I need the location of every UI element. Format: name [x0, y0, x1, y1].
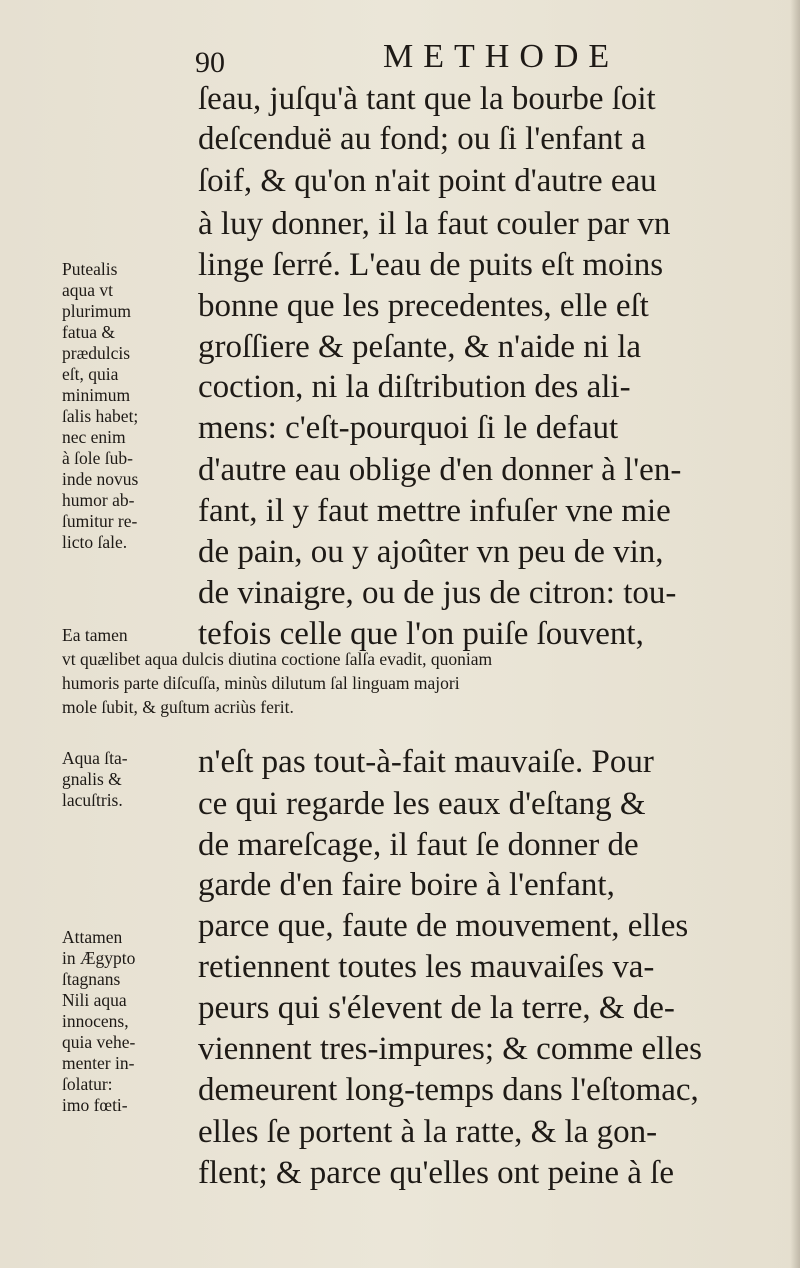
main-text-line: linge ſerré. L'eau de puits eſt moins [198, 247, 664, 283]
main-text-line: fant, il y faut mettre infuſer vne mie [198, 493, 671, 529]
main-text-line: viennent tres-impures; & comme elles [198, 1031, 703, 1067]
footnote-line: mole ſubit, & guſtum acriùs ferit. [62, 697, 294, 717]
margin-note-line: inde novus [62, 469, 139, 489]
margin-note-line: imo fœti- [62, 1095, 128, 1115]
margin-note-line: lacuſtris. [62, 790, 123, 810]
main-text-line: d'autre eau oblige d'en donner à l'en- [198, 452, 682, 488]
margin-note-line: Aqua ſta- [62, 748, 128, 768]
main-text-line: peurs qui s'élevent de la terre, & de- [198, 990, 675, 1026]
main-text-line: deſcenduë au fond; ou ſi l'enfant a [198, 121, 646, 157]
main-text-line: bonne que les precedentes, elle eſt [198, 288, 649, 324]
footnote-line: vt quælibet aqua dulcis diutina coctione ſalſa evadit, quoniam [62, 649, 493, 669]
main-text-line: elles ſe portent à la ratte, & la gon- [198, 1114, 658, 1150]
main-text-line: groſſiere & peſante, & n'aide ni la [198, 329, 642, 365]
margin-note-line: humor ab- [62, 490, 135, 510]
margin-note-line: Putealis [62, 259, 118, 279]
page-number: 90 [195, 46, 225, 79]
margin-note-line: ſolatur: [62, 1074, 113, 1094]
margin-note-line: nec enim [62, 427, 126, 447]
main-text-line: coction, ni la diſtribution des ali- [198, 369, 631, 405]
main-text-line: garde d'en faire boire à l'enfant, [198, 867, 615, 903]
margin-note-line: ſtagnans [62, 969, 121, 989]
page-edge-shadow [790, 0, 800, 1268]
margin-note-line: aqua vt [62, 280, 114, 300]
main-text-line: demeurent long-temps dans l'eſtomac, [198, 1072, 699, 1108]
main-text-line: n'eſt pas tout-à-fait mauvaiſe. Pour [198, 744, 654, 780]
margin-note-line: plurimum [62, 301, 132, 321]
margin-note-line: gnalis & [62, 769, 122, 789]
margin-note-line: menter in- [62, 1053, 135, 1073]
margin-note-line: à ſole ſub- [62, 448, 133, 468]
main-text-line: ſoif, & qu'on n'ait point d'autre eau [198, 163, 657, 199]
margin-note-line: innocens, [62, 1011, 129, 1031]
margin-note-line: fatua & [62, 322, 115, 342]
main-text-line: tefois celle que l'on puiſe ſouvent, [198, 616, 644, 652]
main-text-line: de pain, ou y ajoûter vn peu de vin, [198, 534, 664, 570]
footnote-line: humoris parte diſcuſſa, minùs dilutum ſal linguam majori [62, 673, 460, 693]
main-text-line: parce que, faute de mouvement, elles [198, 908, 689, 944]
main-text-line: mens: c'eſt-pourquoi ſi le defaut [198, 410, 619, 446]
main-text-line: ce qui regarde les eaux d'eſtang & [198, 786, 646, 822]
main-text-line: à luy donner, il la faut couler par vn [198, 206, 671, 242]
margin-note-line: prædulcis [62, 343, 131, 363]
margin-note-line: minimum [62, 385, 131, 405]
running-title: METHODE [383, 38, 620, 75]
main-text-line: de mareſcage, il faut ſe donner de [198, 827, 639, 863]
margin-note-line: Nili aqua [62, 990, 127, 1010]
margin-note-line: licto ſale. [62, 532, 128, 552]
main-text-line: de vinaigre, ou de jus de citron: tou- [198, 575, 677, 611]
margin-note-line: ſumitur re- [62, 511, 138, 531]
margin-note-line: in Ægypto [62, 948, 136, 968]
margin-note-line: ſalis habet; [62, 406, 139, 426]
main-text-line: retiennent toutes les mauvaiſes va- [198, 949, 655, 985]
margin-note-line: Attamen [62, 927, 123, 947]
main-text-line: flent; & parce qu'elles ont peine à ſe [198, 1155, 675, 1191]
main-text-line: ſeau, juſqu'à tant que la bourbe ſoit [198, 81, 656, 117]
footnote-line: Ea tamen [62, 625, 128, 645]
margin-note-line: quia vehe- [62, 1032, 136, 1052]
margin-note-line: eſt, quia [62, 364, 119, 384]
